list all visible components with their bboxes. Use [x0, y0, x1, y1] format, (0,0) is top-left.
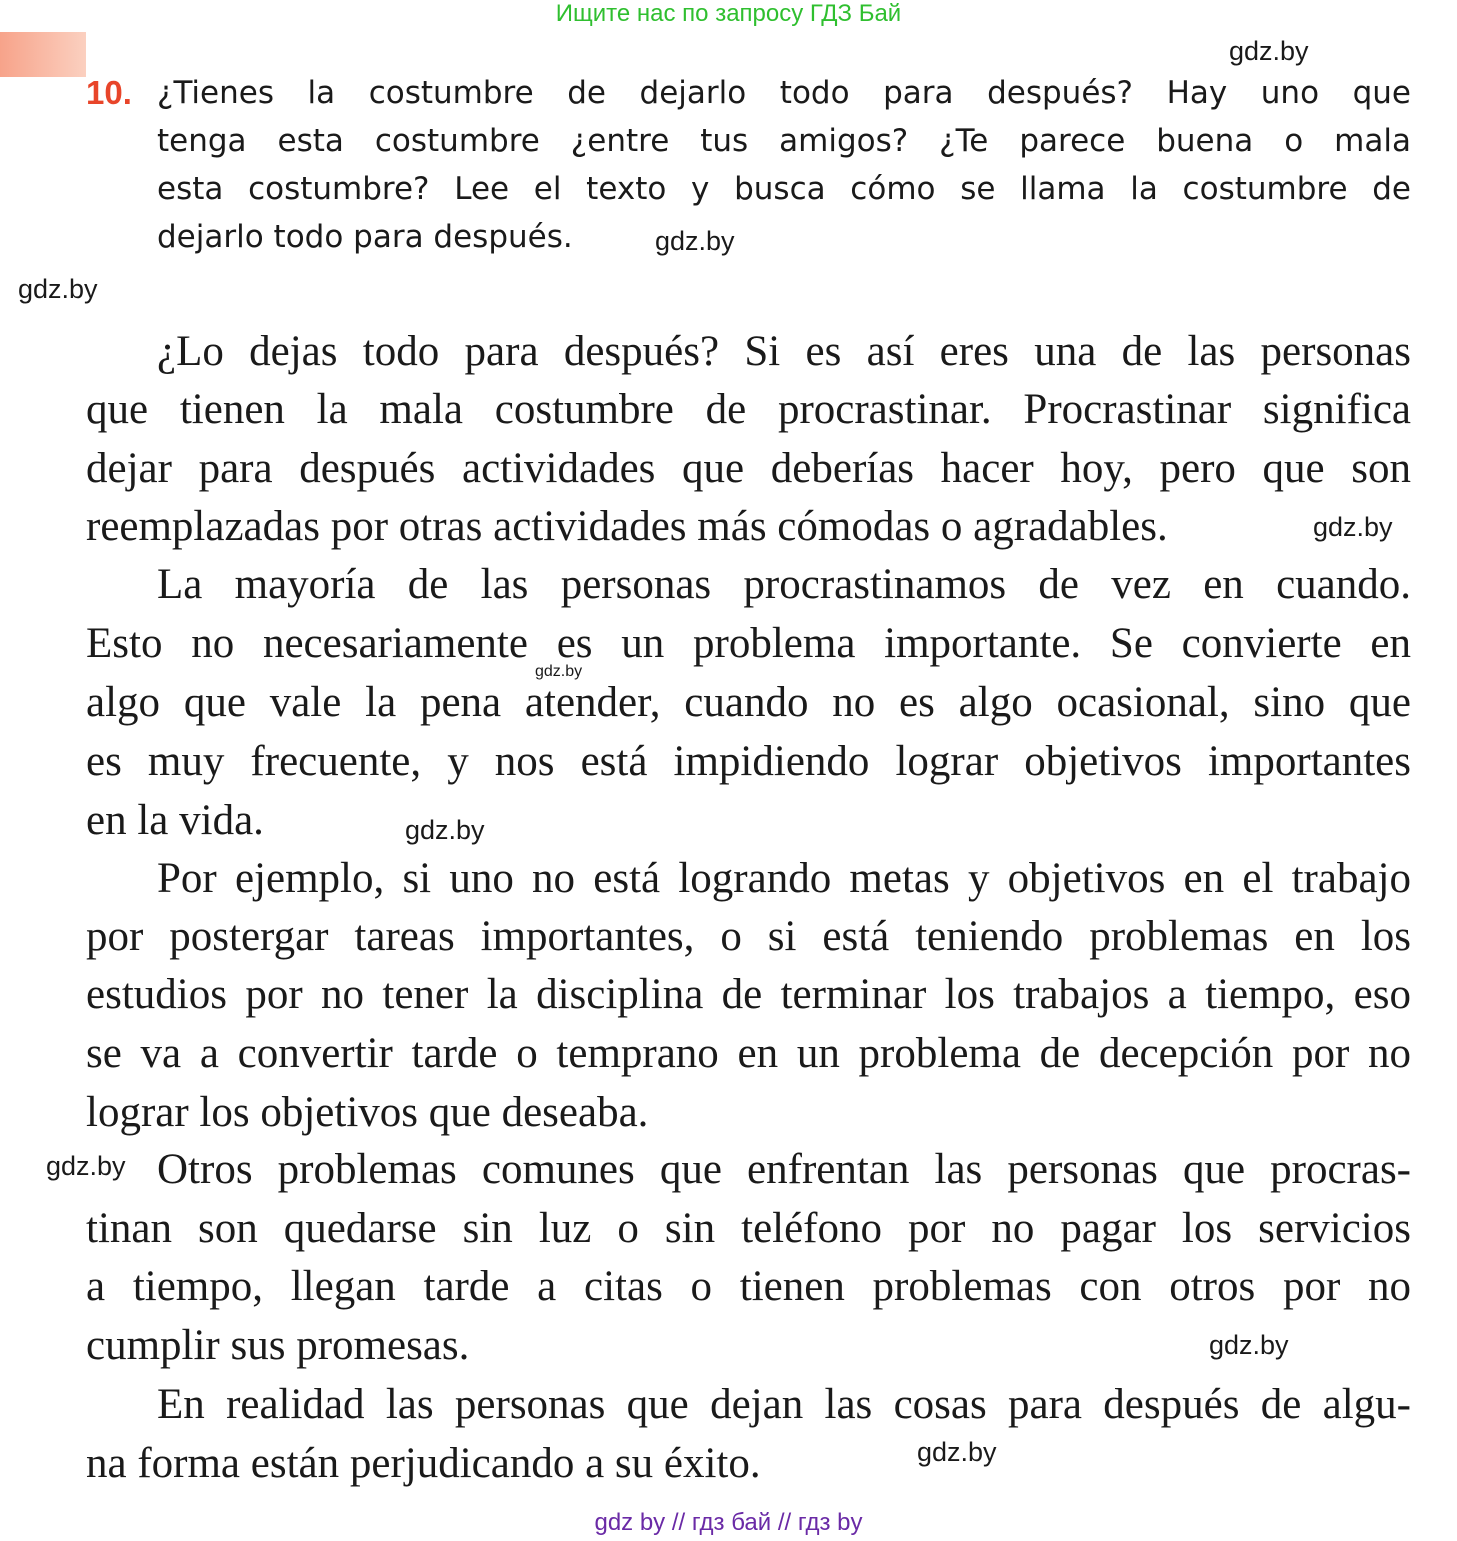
text-line: algo que vale la pena atender, cuando no es algo ocasional, sino que — [86, 679, 1411, 726]
text-line: dejar para después actividades que deberías hacer hoy, pero que son — [86, 445, 1411, 492]
text-line: La mayoría de las personas procrastinamos de vez en cuando. — [157, 561, 1411, 608]
text-line: que tienen la mala costumbre de procrastinar. Procrastinar significa — [86, 386, 1411, 433]
text-line: Otros problemas comunes que enfrentan las personas que procras- — [157, 1146, 1411, 1193]
text-line: En realidad las personas que dejan las cosas para después de algu- — [157, 1381, 1411, 1428]
watermark: gdz.by — [46, 1151, 126, 1181]
text-line: estudios por no tener la disciplina de terminar los trabajos a tiempo, eso — [86, 971, 1411, 1018]
task-text-line: dejarlo todo para después. — [157, 219, 573, 255]
corner-tab — [0, 32, 86, 77]
text-line: lograr los objetivos que deseaba. — [86, 1089, 649, 1136]
text-line: a tiempo, llegan tarde a citas o tienen problemas con otros por no — [86, 1263, 1411, 1310]
watermark: gdz.by — [917, 1437, 997, 1467]
text-line: cumplir sus promesas. — [86, 1322, 470, 1369]
text-line: reemplazadas por otras actividades más cómodas o agradables. — [86, 503, 1168, 550]
footer-links[interactable]: gdz by // гдз бай // гдз by — [594, 1509, 863, 1536]
watermark: gdz.by — [1229, 36, 1309, 66]
watermark: gdz.by — [405, 815, 485, 845]
text-line: en la vida. — [86, 797, 264, 844]
watermark: gdz.by — [535, 663, 583, 680]
text-line: por postergar tareas importantes, o si está teniendo problemas en los — [86, 913, 1411, 960]
text-line: na forma están perjudicando a su éxito. — [86, 1440, 761, 1487]
text-line: ¿Lo dejas todo para después? Si es así eres una de las personas — [157, 328, 1411, 375]
text-line: es muy frecuente, y nos está impidiendo lograr objetivos importantes — [86, 738, 1411, 785]
text-line: Esto no necesariamente es un problema importante. Se convierte en — [86, 620, 1411, 667]
task-text-line: esta costumbre? Lee el texto y busca cómo se llama la costumbre de — [157, 171, 1411, 207]
text-line: Por ejemplo, si uno no está logrando metas y objetivos en el trabajo — [157, 855, 1411, 902]
text-line: tinan son quedarse sin luz o sin teléfono por no pagar los servicios — [86, 1205, 1411, 1252]
watermark: gdz.by — [1209, 1330, 1289, 1360]
watermark: gdz.by — [1313, 512, 1393, 542]
text-line: se va a convertir tarde o temprano en un problema de decepción por no — [86, 1030, 1411, 1077]
task-text-line: tenga esta costumbre ¿entre tus amigos? ¿Te parece buena o mala — [157, 123, 1411, 159]
task-number: 10. — [86, 74, 132, 111]
site-banner: Ищите нас по запросу ГДЗ Бай — [555, 0, 902, 27]
task-text-line: ¿Tienes la costumbre de dejarlo todo para después? Hay uno que — [157, 75, 1411, 111]
watermark: gdz.by — [18, 274, 98, 304]
watermark: gdz.by — [655, 226, 735, 256]
